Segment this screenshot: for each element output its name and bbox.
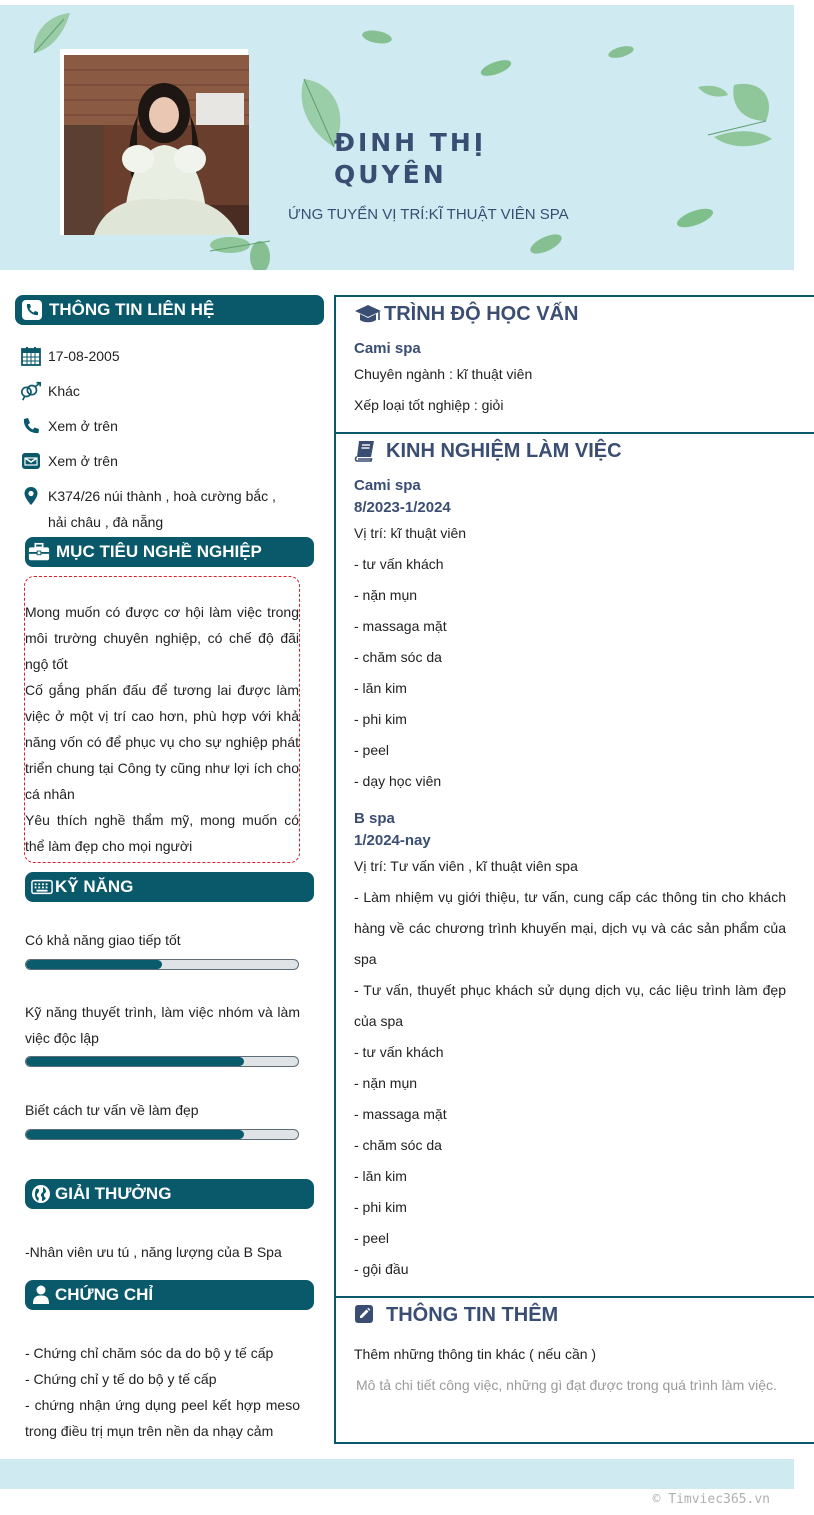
address-row [20, 486, 300, 535]
skill-level-fill [26, 1130, 244, 1139]
user-icon [30, 1284, 52, 1306]
email-row [20, 451, 118, 474]
copyright-text: © Timviec365.vn [652, 1492, 770, 1507]
job-line: - peel [354, 1230, 390, 1246]
additional-section-title: THÔNG TIN THÊM [386, 1303, 559, 1326]
book-icon [354, 439, 382, 463]
experience-section-title: KINH NGHIỆM LÀM VIỆC [386, 439, 622, 462]
additional-placeholder: Mô tả chi tiết công việc, những gì đạt được trong quá trình làm việc. [356, 1377, 777, 1393]
job-line: - nặn mụn [354, 1075, 418, 1091]
additional-section-header [354, 1303, 558, 1327]
objective-paragraph: Yêu thích nghề thẩm mỹ, mong muốn có thể làm đẹp cho mọi người [25, 812, 299, 854]
certificates-section-title: CHỨNG CHỈ [55, 1285, 154, 1304]
job-company: Cami spa [354, 477, 421, 494]
certificates-section-header [25, 1280, 314, 1310]
certificate-item: - Chứng chỉ y tế do bộ y tế cấp [25, 1371, 217, 1387]
experience-section-header [354, 439, 622, 463]
profile-photo [64, 55, 249, 235]
certificate-item: - chứng nhận ứng dụng peel kết hợp meso trong điều trị mụn trên nền da nhạy cảm [25, 1397, 300, 1439]
leaf-decoration-icon [606, 43, 636, 61]
objective-box [24, 576, 300, 863]
job-line: - lăn kim [354, 1168, 407, 1184]
skill-name: Có khả năng giao tiếp tốt [25, 932, 181, 948]
keyboard-icon [31, 876, 53, 898]
skills-section-title: KỸ NĂNG [55, 877, 134, 896]
education-section-title: TRÌNH ĐỘ HỌC VẤN [384, 302, 579, 325]
gender-icon [20, 381, 42, 401]
job-line: - Làm nhiệm vụ giới thiệu, tư vấn, cung cấp các thông tin cho khách hàng về các chương trình khuyến mại, dịch vụ và các sản phẩm của spa [354, 889, 786, 967]
certificates-list [25, 1340, 300, 1444]
gender-value: Khác [48, 383, 80, 399]
job-line: Vị trí: kĩ thuật viên [354, 525, 467, 541]
briefcase-icon [28, 541, 50, 563]
address-value: K374/26 núi thành , hoà cường bắc , hải châu , đà nẵng [48, 488, 276, 530]
objective-paragraph: Cố gắng phấn đấu để tương lai được làm việc ở một vị trí cao hơn, phù hợp với khả năng vốn có để phục vụ cho sự nghiệp phát triển chung tại Công ty cũng như lợi ích cho cá nhân [25, 682, 299, 802]
education-section-header [354, 302, 578, 326]
skill-level-bar [25, 1056, 299, 1067]
cv-header [0, 5, 794, 270]
objective-paragraph: Mong muốn có được cơ hội làm việc trong môi trường chuyên nghiệp, có chế độ đãi ngộ tốt [25, 604, 299, 672]
skill-level-fill [26, 1057, 244, 1066]
skill-name: Biết cách tư vấn về làm đẹp [25, 1102, 199, 1118]
birthday-value: 17-08-2005 [48, 348, 120, 364]
phone-row [20, 416, 118, 439]
job-line: - Tư vấn, thuyết phục khách sử dụng dịch vụ, các liệu trình làm đẹp của spa [354, 982, 786, 1029]
job-line: Vị trí: Tư vấn viên , kĩ thuật viên spa [354, 858, 578, 874]
job-period: 8/2023-1/2024 [354, 499, 451, 516]
certificate-item: - Chứng chỉ chăm sóc da do bộ y tế cấp [25, 1345, 274, 1361]
awards-section-title: GIẢI THƯỞNG [55, 1184, 172, 1203]
job-line: - chăm sóc da [354, 649, 442, 665]
candidate-name: ĐINH THỊ QUYÊN [334, 128, 487, 189]
job-line: - dạy học viên [354, 773, 442, 789]
job-period: 1/2024-nay [354, 832, 431, 849]
graduation-cap-icon [354, 302, 382, 326]
leaf-decoration-icon [204, 231, 276, 270]
education-major: Chuyên ngành : kĩ thuật viên [354, 366, 533, 382]
job-description [354, 851, 786, 1285]
job-line: - peel [354, 742, 390, 758]
phone-icon [20, 416, 42, 436]
contact-section-header [15, 295, 324, 325]
skill-level-bar [25, 959, 299, 970]
gender-row [20, 381, 80, 404]
job-line: - massaga mặt [354, 618, 447, 634]
objective-section-title: MỤC TIÊU NGHỀ NGHIỆP [56, 542, 262, 561]
phone-icon [21, 299, 43, 321]
edit-icon [354, 1303, 382, 1327]
cv-footer-bar [0, 1459, 794, 1489]
leaf-decoration-icon [674, 205, 716, 231]
award-item: -Nhân viên ưu tú , năng lượng của B Spa [25, 1244, 282, 1260]
calendar-icon [20, 346, 42, 366]
skill-level-bar [25, 1129, 299, 1140]
job-company: B spa [354, 810, 395, 827]
envelope-icon [20, 451, 42, 471]
job-line: - massaga mặt [354, 1106, 447, 1122]
job-line: - phi kim [354, 1199, 407, 1215]
skill-level-fill [26, 960, 162, 969]
globe-icon [30, 1183, 52, 1205]
objective-section-header [25, 537, 314, 567]
job-line: - nặn mụn [354, 587, 418, 603]
contact-section-title: THÔNG TIN LIÊN HỆ [49, 300, 215, 319]
education-grade: Xếp loại tốt nghiệp : giỏi [354, 397, 504, 413]
map-marker-icon [20, 486, 42, 506]
skill-name: Kỹ năng thuyết trình, làm việc nhóm và làm việc độc lập [25, 1004, 300, 1046]
education-school: Cami spa [354, 340, 421, 357]
job-line: - tư vấn khách [354, 1044, 444, 1060]
additional-details [354, 1339, 786, 1401]
birthday-row [20, 346, 120, 369]
job-line: - tư vấn khách [354, 556, 444, 572]
phone-value: Xem ở trên [48, 418, 118, 434]
leaf-decoration-icon [694, 77, 778, 153]
leaf-decoration-icon [526, 231, 566, 257]
skills-section-header [25, 872, 314, 902]
job-line: - phi kim [354, 711, 407, 727]
applied-position: ỨNG TUYỂN VỊ TRÍ:KĨ THUẬT VIÊN SPA [288, 206, 569, 223]
leaf-decoration-icon [478, 57, 514, 79]
leaf-decoration-icon [360, 27, 394, 47]
job-line: - chăm sóc da [354, 1137, 442, 1153]
job-description [354, 518, 786, 797]
email-value: Xem ở trên [48, 453, 118, 469]
awards-section-header [25, 1179, 314, 1209]
education-details [354, 359, 786, 421]
additional-line: Thêm những thông tin khác ( nếu cần ) [354, 1346, 597, 1362]
job-line: - gội đầu [354, 1261, 409, 1277]
job-line: - lăn kim [354, 680, 407, 696]
